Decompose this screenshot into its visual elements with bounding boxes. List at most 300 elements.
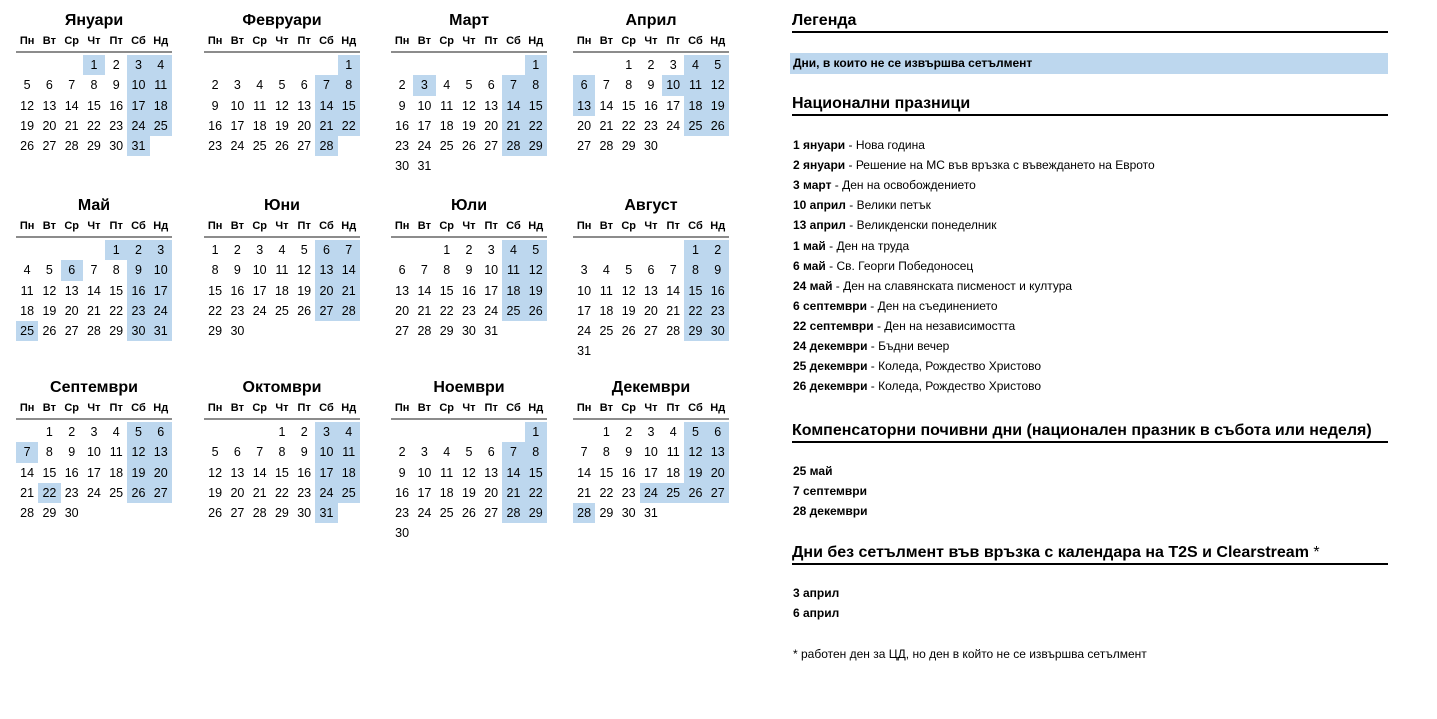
- weekday-label: Пт: [109, 402, 123, 414]
- day-cell: 24: [230, 139, 245, 154]
- day-cell-no-settlement: 30: [707, 321, 729, 341]
- month-title: Декември: [611, 379, 691, 396]
- day-cell: 1: [211, 243, 219, 257]
- empty-cell: [618, 240, 640, 260]
- day-cell: 22: [109, 303, 124, 318]
- day-cell: 19: [621, 303, 636, 318]
- holiday-date: 3 март: [793, 178, 832, 193]
- weekday-header: [204, 399, 360, 420]
- day-cell: 22: [274, 485, 289, 500]
- day-cell: 14: [599, 98, 614, 113]
- day-cell-no-settlement: 6: [61, 260, 83, 280]
- day-cell: 5: [23, 78, 31, 93]
- holiday-desc: - Велики петък: [845, 198, 931, 213]
- day-cell-no-settlement: 14: [315, 96, 337, 116]
- day-cell: 7: [90, 263, 98, 278]
- day-cell: 26: [461, 506, 476, 521]
- day-cell-no-settlement: 15: [684, 281, 706, 301]
- holiday-item: [793, 356, 1041, 376]
- day-cell-no-settlement: 11: [502, 260, 524, 280]
- holiday-date: 24 декември: [793, 339, 868, 353]
- day-cell-no-settlement: 19: [707, 96, 729, 116]
- day-cell: 27: [484, 506, 499, 521]
- day-grid: [16, 422, 172, 523]
- day-cell: 3: [487, 243, 495, 257]
- day-cell: 5: [465, 78, 473, 93]
- day-cell: 16: [643, 98, 658, 113]
- day-grid: [391, 55, 547, 177]
- day-cell: 28: [86, 324, 101, 339]
- day-cell-no-settlement: 4: [338, 422, 360, 442]
- day-cell: 24: [666, 118, 681, 133]
- day-cell: 30: [643, 139, 658, 154]
- day-cell: 19: [297, 283, 312, 298]
- day-cell: 19: [461, 485, 476, 500]
- day-cell: 9: [625, 445, 633, 460]
- day-cell: 8: [90, 78, 98, 93]
- month-2: [204, 10, 360, 156]
- day-cell-no-settlement: 20: [315, 281, 337, 301]
- day-cell: 4: [112, 425, 120, 439]
- day-cell: 24: [417, 139, 432, 154]
- weekday-label: Пн: [394, 35, 410, 47]
- weekday-label: Пн: [19, 220, 35, 232]
- day-cell: 16: [230, 283, 245, 298]
- day-cell: 10: [252, 263, 267, 278]
- day-cell: 20: [297, 118, 312, 133]
- day-cell: 4: [278, 243, 286, 257]
- day-cell-no-settlement: 11: [684, 75, 706, 95]
- day-cell-no-settlement: 8: [684, 260, 706, 280]
- holiday-date: 22 септември: [793, 318, 874, 333]
- day-cell: 27: [42, 139, 57, 154]
- holiday-desc: - Коледа, Рождество Христово: [867, 379, 1042, 394]
- empty-cell: [573, 240, 595, 260]
- weekday-label: Нд: [153, 35, 169, 47]
- day-cell: 20: [230, 485, 245, 500]
- weekday-label: Вт: [417, 402, 431, 414]
- day-cell: 28: [252, 506, 267, 521]
- day-cell: 23: [461, 303, 476, 318]
- day-cell: 6: [45, 78, 53, 93]
- day-cell: 2: [465, 243, 473, 257]
- weekday-label: Нд: [153, 220, 169, 232]
- day-cell-no-settlement: 28: [502, 503, 524, 523]
- day-cell: 30: [395, 159, 410, 174]
- day-cell: 15: [42, 465, 57, 480]
- month-10: [204, 377, 360, 523]
- day-cell: 5: [45, 263, 53, 278]
- weekday-header: [16, 399, 172, 420]
- month-title: Януари: [64, 12, 124, 29]
- empty-cell: [16, 55, 38, 75]
- day-cell-no-settlement: 1: [105, 240, 127, 260]
- holiday-date: 26 декември: [793, 379, 868, 394]
- day-cell: 5: [278, 78, 286, 93]
- empty-cell: [293, 55, 315, 75]
- day-cell-no-settlement: 27: [150, 483, 172, 503]
- day-cell: 22: [86, 118, 101, 133]
- day-cell: 13: [395, 283, 410, 298]
- day-cell-no-settlement: 4: [150, 55, 172, 75]
- day-cell: 13: [484, 465, 499, 480]
- day-cell: 2: [398, 78, 406, 93]
- day-cell: 4: [669, 425, 677, 439]
- day-cell: 2: [300, 425, 308, 439]
- day-cell-no-settlement: 22: [525, 116, 547, 136]
- weekday-label: Нд: [710, 402, 726, 414]
- weekday-label: Вт: [599, 220, 613, 232]
- day-cell: 18: [666, 465, 681, 480]
- day-cell-no-settlement: 6: [573, 75, 595, 95]
- weekday-label: Пт: [666, 35, 680, 47]
- weekday-header: [573, 217, 729, 238]
- holiday-date: 2 януари: [793, 158, 846, 173]
- day-cell-no-settlement: 1: [684, 240, 706, 260]
- weekday-label: Вт: [417, 220, 431, 232]
- day-cell: 30: [64, 506, 79, 521]
- weekday-label: Чт: [462, 402, 476, 414]
- day-cell: 7: [669, 263, 677, 278]
- day-cell: 23: [64, 485, 79, 500]
- day-cell: 2: [398, 445, 406, 460]
- weekday-header: [573, 32, 729, 53]
- day-cell: 24: [86, 485, 101, 500]
- weekday-label: Нд: [341, 35, 357, 47]
- day-cell-no-settlement: 22: [684, 301, 706, 321]
- empty-cell: [413, 240, 435, 260]
- month-title: Април: [625, 12, 677, 29]
- day-cell: 13: [484, 98, 499, 113]
- day-cell: 31: [643, 506, 658, 521]
- day-cell: 30: [621, 506, 636, 521]
- weekday-label: Пт: [484, 402, 498, 414]
- day-cell-no-settlement: 3: [127, 55, 149, 75]
- compensatory-item: 25 май: [793, 464, 833, 478]
- empty-cell: [38, 240, 60, 260]
- day-cell-no-settlement: 10: [127, 75, 149, 95]
- empty-cell: [573, 55, 595, 75]
- day-cell: 8: [45, 445, 53, 460]
- day-cell-no-settlement: 7: [16, 442, 38, 462]
- day-cell: 29: [274, 506, 289, 521]
- legend-item-no-settlement: Дни, в които не се извършва сетълмент: [790, 53, 1388, 74]
- day-cell: 27: [230, 506, 245, 521]
- day-cell-no-settlement: 21: [502, 116, 524, 136]
- day-cell-no-settlement: 28: [338, 301, 360, 321]
- weekday-label: Сб: [319, 220, 334, 232]
- day-cell-no-settlement: 3: [315, 422, 337, 442]
- day-cell-no-settlement: 12: [684, 442, 706, 462]
- day-cell-no-settlement: 25: [16, 321, 38, 341]
- day-cell: 20: [577, 118, 592, 133]
- day-cell: 6: [647, 263, 655, 278]
- day-cell: 29: [621, 139, 636, 154]
- day-cell: 19: [274, 118, 289, 133]
- day-cell-no-settlement: 7: [502, 75, 524, 95]
- weekday-label: Ср: [252, 220, 267, 232]
- day-cell: 5: [300, 243, 308, 257]
- day-cell: 27: [484, 139, 499, 154]
- day-cell: 23: [395, 139, 410, 154]
- day-cell: 12: [461, 465, 476, 480]
- day-cell: 15: [274, 465, 289, 480]
- day-cell-no-settlement: 5: [127, 422, 149, 442]
- holiday-desc: - Решение на МС във връзка с въвеждането на Еврото: [845, 158, 1155, 173]
- day-cell: 9: [647, 78, 655, 93]
- day-cell-no-settlement: 6: [707, 422, 729, 442]
- day-cell-no-settlement: 3: [413, 75, 435, 95]
- day-cell: 9: [300, 445, 308, 460]
- day-cell-no-settlement: 25: [662, 483, 684, 503]
- day-cell-no-settlement: 16: [707, 281, 729, 301]
- day-cell-no-settlement: 31: [315, 503, 337, 523]
- weekday-label: Чт: [644, 402, 658, 414]
- day-cell: 7: [420, 263, 428, 278]
- day-cell-no-settlement: 24: [315, 483, 337, 503]
- day-cell: 20: [484, 118, 499, 133]
- day-cell: 22: [621, 118, 636, 133]
- month-5: [16, 195, 172, 341]
- day-cell: 4: [443, 445, 451, 460]
- day-cell: 21: [86, 303, 101, 318]
- holiday-desc: - Ден на славянската писменост и култура: [832, 278, 1073, 293]
- day-cell: 23: [643, 118, 658, 133]
- day-cell: 26: [20, 139, 35, 154]
- weekday-label: Сб: [506, 402, 521, 414]
- empty-cell: [204, 422, 226, 442]
- weekday-label: Пт: [297, 35, 311, 47]
- day-cell-no-settlement: 1: [525, 422, 547, 442]
- day-cell: 16: [461, 283, 476, 298]
- day-cell-no-settlement: 4: [684, 55, 706, 75]
- holiday-desc: - Ден на труда: [825, 238, 910, 253]
- weekday-label: Пн: [19, 35, 35, 47]
- day-cell: 18: [599, 303, 614, 318]
- day-cell: 2: [112, 58, 120, 72]
- weekday-label: Нд: [710, 35, 726, 47]
- day-cell: 2: [647, 58, 655, 72]
- day-cell-no-settlement: 16: [127, 281, 149, 301]
- weekday-label: Вт: [599, 402, 613, 414]
- day-cell: 20: [42, 118, 57, 133]
- day-cell-no-settlement: 13: [707, 442, 729, 462]
- weekday-header: [573, 399, 729, 420]
- weekday-label: Чт: [87, 35, 101, 47]
- weekday-label: Пн: [394, 402, 410, 414]
- weekday-label: Пт: [109, 220, 123, 232]
- day-cell: 2: [233, 243, 241, 257]
- weekday-label: Чт: [275, 220, 289, 232]
- holiday-item: [793, 256, 973, 276]
- holiday-item: [793, 316, 1015, 336]
- holiday-desc: - Св. Георги Победоносец: [825, 258, 974, 273]
- day-cell: 30: [109, 139, 124, 154]
- day-cell-no-settlement: 6: [315, 240, 337, 260]
- day-cell: 14: [577, 465, 592, 480]
- day-cell: 25: [252, 139, 267, 154]
- day-cell: 21: [20, 485, 35, 500]
- empty-cell: [436, 55, 458, 75]
- day-cell: 29: [42, 506, 57, 521]
- empty-cell: [413, 422, 435, 442]
- day-cell-no-settlement: 11: [338, 442, 360, 462]
- day-cell: 23: [208, 139, 223, 154]
- holiday-date: 10 април: [793, 198, 846, 213]
- holiday-desc: - Ден на независимостта: [873, 318, 1016, 333]
- day-cell: 20: [484, 485, 499, 500]
- day-cell: 10: [417, 98, 432, 113]
- day-cell: 9: [68, 445, 76, 460]
- day-cell-no-settlement: 12: [127, 442, 149, 462]
- weekday-label: Чт: [87, 220, 101, 232]
- month-title: Март: [449, 12, 489, 29]
- day-cell: 1: [45, 425, 53, 439]
- day-cell: 23: [395, 506, 410, 521]
- day-cell-no-settlement: 29: [525, 136, 547, 156]
- empty-cell: [640, 240, 662, 260]
- day-cell: 7: [256, 445, 264, 460]
- day-cell: 17: [417, 118, 432, 133]
- day-cell: 6: [398, 263, 406, 278]
- day-cell-no-settlement: 7: [338, 240, 360, 260]
- empty-cell: [16, 240, 38, 260]
- day-cell: 3: [256, 243, 264, 257]
- day-cell: 25: [439, 139, 454, 154]
- day-cell-no-settlement: 22: [525, 483, 547, 503]
- day-cell-no-settlement: 6: [150, 422, 172, 442]
- day-cell: 18: [439, 485, 454, 500]
- weekday-label: Вт: [42, 402, 56, 414]
- day-cell: 15: [109, 283, 124, 298]
- day-cell: 8: [211, 263, 219, 278]
- day-cell: 21: [417, 303, 432, 318]
- day-cell-no-settlement: 14: [502, 96, 524, 116]
- weekday-label: Ср: [252, 402, 267, 414]
- weekday-label: Ср: [439, 35, 454, 47]
- day-cell: 15: [86, 98, 101, 113]
- day-cell: 17: [666, 98, 681, 113]
- day-cell-no-settlement: 19: [684, 463, 706, 483]
- empty-cell: [480, 55, 502, 75]
- weekday-label: Ср: [621, 35, 636, 47]
- day-cell: 7: [602, 78, 610, 93]
- holiday-desc: - Ден на освобождението: [831, 178, 976, 193]
- weekday-label: Вт: [599, 35, 613, 47]
- holiday-item: [793, 236, 909, 256]
- day-cell-no-settlement: 5: [525, 240, 547, 260]
- day-cell: 12: [621, 283, 636, 298]
- day-cell: 19: [20, 118, 35, 133]
- empty-cell: [413, 55, 435, 75]
- day-cell-no-settlement: 12: [707, 75, 729, 95]
- day-cell: 5: [211, 445, 219, 460]
- day-cell: 10: [484, 263, 499, 278]
- month-title: Юли: [450, 197, 488, 214]
- holiday-desc: - Великденски понеделник: [845, 218, 997, 233]
- day-cell: 10: [417, 465, 432, 480]
- day-cell-no-settlement: 23: [707, 301, 729, 321]
- day-cell: 14: [64, 98, 79, 113]
- day-cell-no-settlement: 28: [315, 136, 337, 156]
- holiday-item: [793, 296, 998, 316]
- day-cell-no-settlement: 14: [338, 260, 360, 280]
- day-cell: 3: [580, 263, 588, 278]
- weekday-header: [391, 217, 547, 238]
- weekday-label: Ср: [252, 35, 267, 47]
- holiday-item: [793, 195, 931, 215]
- day-cell: 15: [621, 98, 636, 113]
- day-cell-no-settlement: 25: [150, 116, 172, 136]
- holiday-date: 1 май: [793, 238, 826, 253]
- month-4: [573, 10, 729, 156]
- day-cell: 2: [68, 425, 76, 439]
- empty-cell: [249, 55, 271, 75]
- day-cell: 4: [443, 78, 451, 93]
- day-cell-no-settlement: 29: [684, 321, 706, 341]
- holiday-desc: - Коледа, Рождество Христово: [867, 359, 1042, 374]
- day-cell: 23: [230, 303, 245, 318]
- day-cell: 16: [208, 118, 223, 133]
- day-cell: 9: [233, 263, 241, 278]
- holiday-date: 13 април: [793, 218, 846, 233]
- day-cell: 10: [643, 445, 658, 460]
- day-cell-no-settlement: 8: [338, 75, 360, 95]
- day-cell: 19: [461, 118, 476, 133]
- day-cell: 14: [666, 283, 681, 298]
- month-9: [16, 377, 172, 523]
- day-cell-no-settlement: 17: [127, 96, 149, 116]
- empty-cell: [204, 55, 226, 75]
- day-cell: 8: [278, 445, 286, 460]
- weekday-label: Ср: [64, 220, 79, 232]
- empty-cell: [595, 240, 617, 260]
- day-cell: 3: [90, 425, 98, 439]
- weekday-label: Пн: [207, 220, 223, 232]
- day-cell-no-settlement: 30: [127, 321, 149, 341]
- day-cell-no-settlement: 11: [150, 75, 172, 95]
- day-cell-no-settlement: 18: [684, 96, 706, 116]
- legend-title: Легенда: [792, 11, 1388, 33]
- weekday-label: Ср: [439, 220, 454, 232]
- day-cell: 3: [233, 78, 241, 93]
- weekday-label: Сб: [131, 35, 146, 47]
- t2s-item: 6 април: [793, 606, 840, 620]
- day-cell-no-settlement: 27: [315, 301, 337, 321]
- empty-cell: [391, 240, 413, 260]
- day-cell: 17: [252, 283, 267, 298]
- weekday-label: Пт: [666, 220, 680, 232]
- weekday-label: Ср: [64, 35, 79, 47]
- day-cell: 25: [439, 506, 454, 521]
- compensatory-item: 7 септември: [793, 484, 867, 498]
- weekday-label: Сб: [319, 35, 334, 47]
- month-11: [391, 377, 547, 544]
- day-cell: 11: [20, 283, 34, 298]
- day-cell-no-settlement: 26: [127, 483, 149, 503]
- day-cell-no-settlement: 2: [127, 240, 149, 260]
- day-cell: 14: [252, 465, 267, 480]
- day-cell-no-settlement: 27: [707, 483, 729, 503]
- weekday-label: Чт: [644, 35, 658, 47]
- day-cell: 1: [602, 425, 610, 439]
- empty-cell: [458, 55, 480, 75]
- day-cell: 28: [64, 139, 79, 154]
- day-cell-no-settlement: 7: [315, 75, 337, 95]
- day-cell-no-settlement: 1: [525, 55, 547, 75]
- weekday-header: [204, 32, 360, 53]
- weekday-label: Нд: [153, 402, 169, 414]
